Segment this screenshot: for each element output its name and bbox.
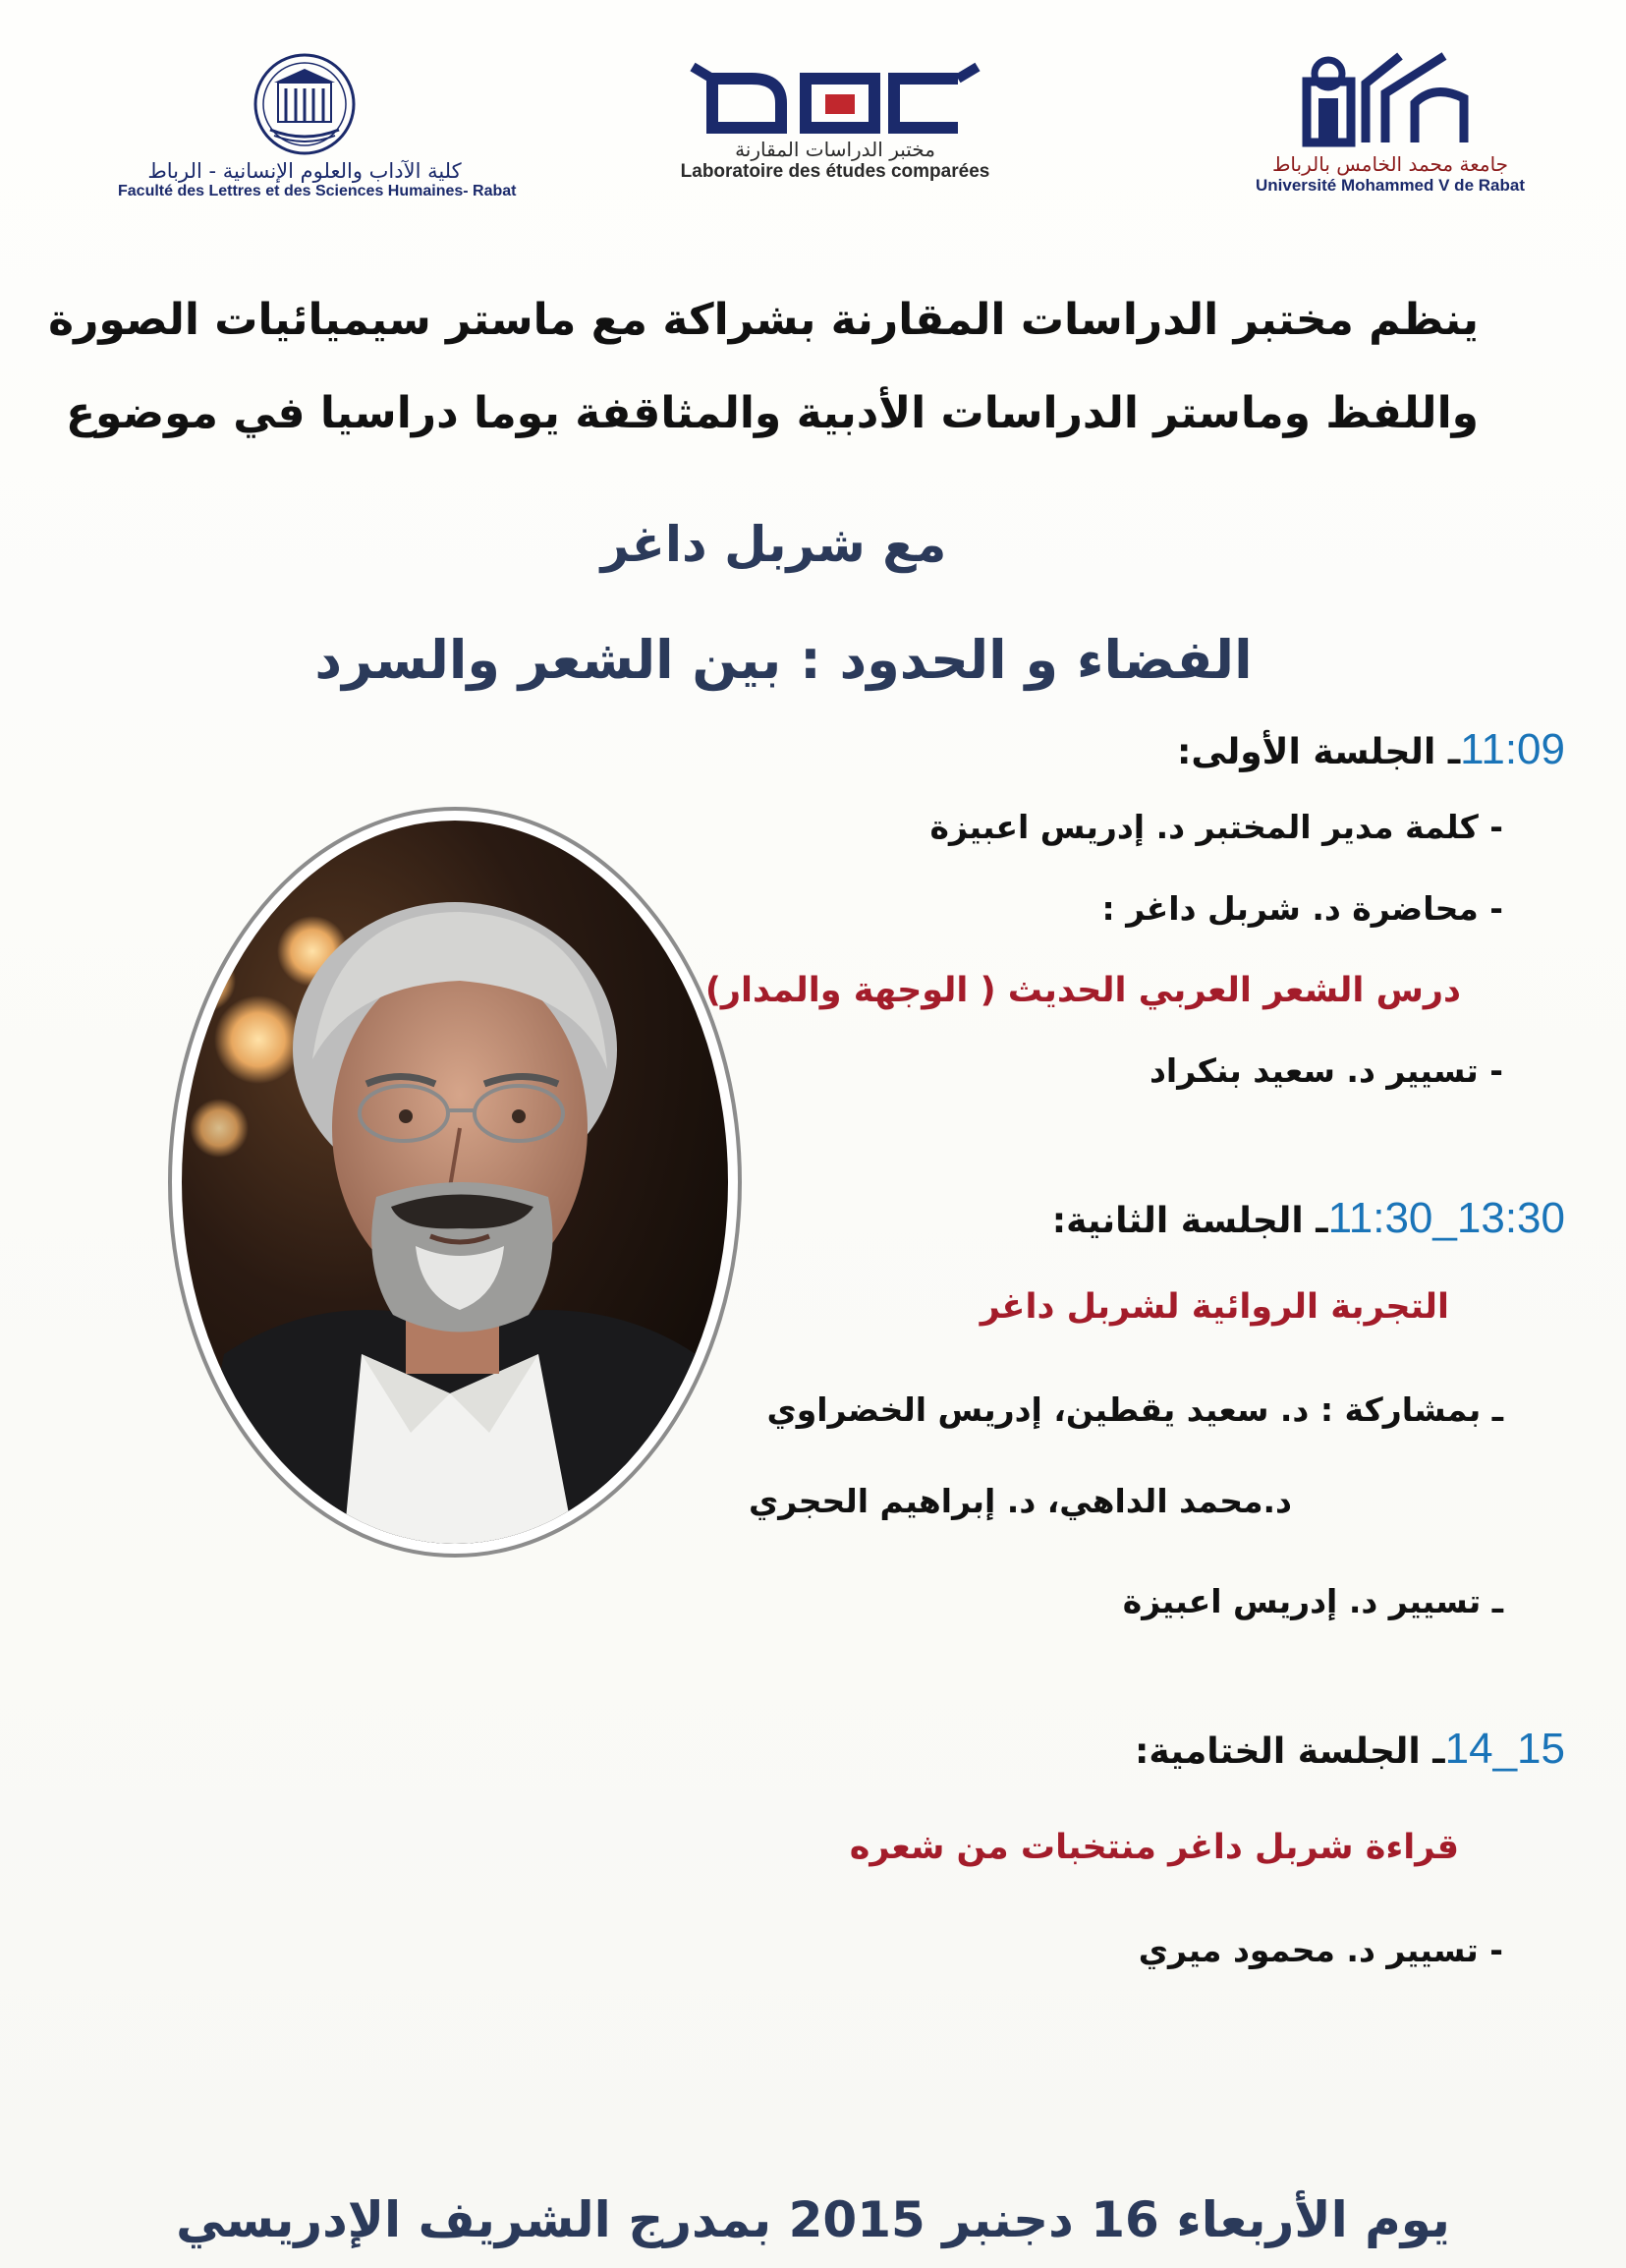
session-1-line-1: - كلمة مدير المختبر د. إدريس اعبيزة	[929, 808, 1503, 846]
session-1-heading	[1177, 725, 1565, 774]
session-1-time: 11:09	[1460, 725, 1565, 773]
session-2-line-3: د.محمد الداهي، د. إبراهيم الحجري	[749, 1482, 1292, 1520]
event-date-venue: يوم الأربعاء 16 دجنبر 2015 بمدرج الشريف الإدريسي	[176, 2191, 1450, 2248]
session-2-line-4: ـ تسيير د. إدريس اعبيزة	[1122, 1582, 1503, 1620]
university-name-arabic: جامعة محمد الخامس بالرباط	[1271, 152, 1509, 176]
faculty-emblem-icon	[231, 49, 378, 159]
session-2-line-2: ـ بمشاركة : د. سعيد يقطين، إدريس الخضراوي	[766, 1390, 1503, 1429]
session-2-heading	[1052, 1194, 1565, 1243]
session-2-topic: التجربة الروائية لشربل داغر	[980, 1287, 1449, 1327]
intro-line-1: ينظم مختبر الدراسات المقارنة بشراكة مع ماستر سيميائيات الصورة	[48, 295, 1479, 345]
session-3-heading	[1135, 1725, 1565, 1774]
session-3-topic: قراءة شربل داغر منتخبات من شعره	[849, 1828, 1459, 1867]
faculty-logo	[118, 49, 517, 200]
event-title: الفضاء و الحدود : بين الشعر والسرد	[314, 629, 1253, 691]
faculty-name-french: Faculté des Lettres et des Sciences Humaines- Rabat	[118, 183, 517, 199]
event-subtitle: مع شربل داغر	[600, 516, 947, 573]
university-emblem-icon	[1287, 44, 1493, 152]
session-2-time: 13:30_11:30	[1327, 1194, 1565, 1242]
laboratory-name-arabic: مختبر الدراسات المقارنة	[735, 138, 935, 161]
session-3-line-2: - تسيير د. محمود ميري	[1138, 1931, 1503, 1969]
session-3-separator: ـ	[1432, 1731, 1445, 1772]
session-2-name: الجلسة الثانية:	[1051, 1201, 1304, 1241]
portrait-photo	[165, 804, 745, 1560]
laboratory-emblem-icon	[673, 49, 997, 138]
session-1-name: الجلسة الأولى:	[1176, 732, 1436, 772]
faculty-name-arabic: كلية الآداب والعلوم الإنسانية - الرباط	[147, 159, 462, 183]
session-1-line-4: - تسيير د. سعيد بنكراد	[1149, 1051, 1503, 1090]
university-logo	[1204, 44, 1577, 196]
session-3-time: 15_14	[1444, 1725, 1565, 1773]
intro-line-2: واللفظ وماستر الدراسات الأدبية والمثاقفة يوما دراسيا في موضوع	[65, 388, 1479, 438]
university-name-french: Université Mohammed V de Rabat	[1256, 176, 1525, 195]
session-1-lecture-title: درس الشعر العربي الحديث ( الوجهة والمدار)	[704, 971, 1461, 1010]
session-1-line-2: - محاضرة د. شربل داغر :	[1101, 889, 1503, 928]
session-3-name: الجلسة الختامية:	[1135, 1731, 1421, 1772]
session-2-separator: ـ	[1316, 1201, 1328, 1241]
laboratory-logo	[629, 49, 1041, 183]
session-1-separator: ـ	[1447, 732, 1461, 772]
laboratory-name-french: Laboratoire des études comparées	[680, 161, 990, 182]
